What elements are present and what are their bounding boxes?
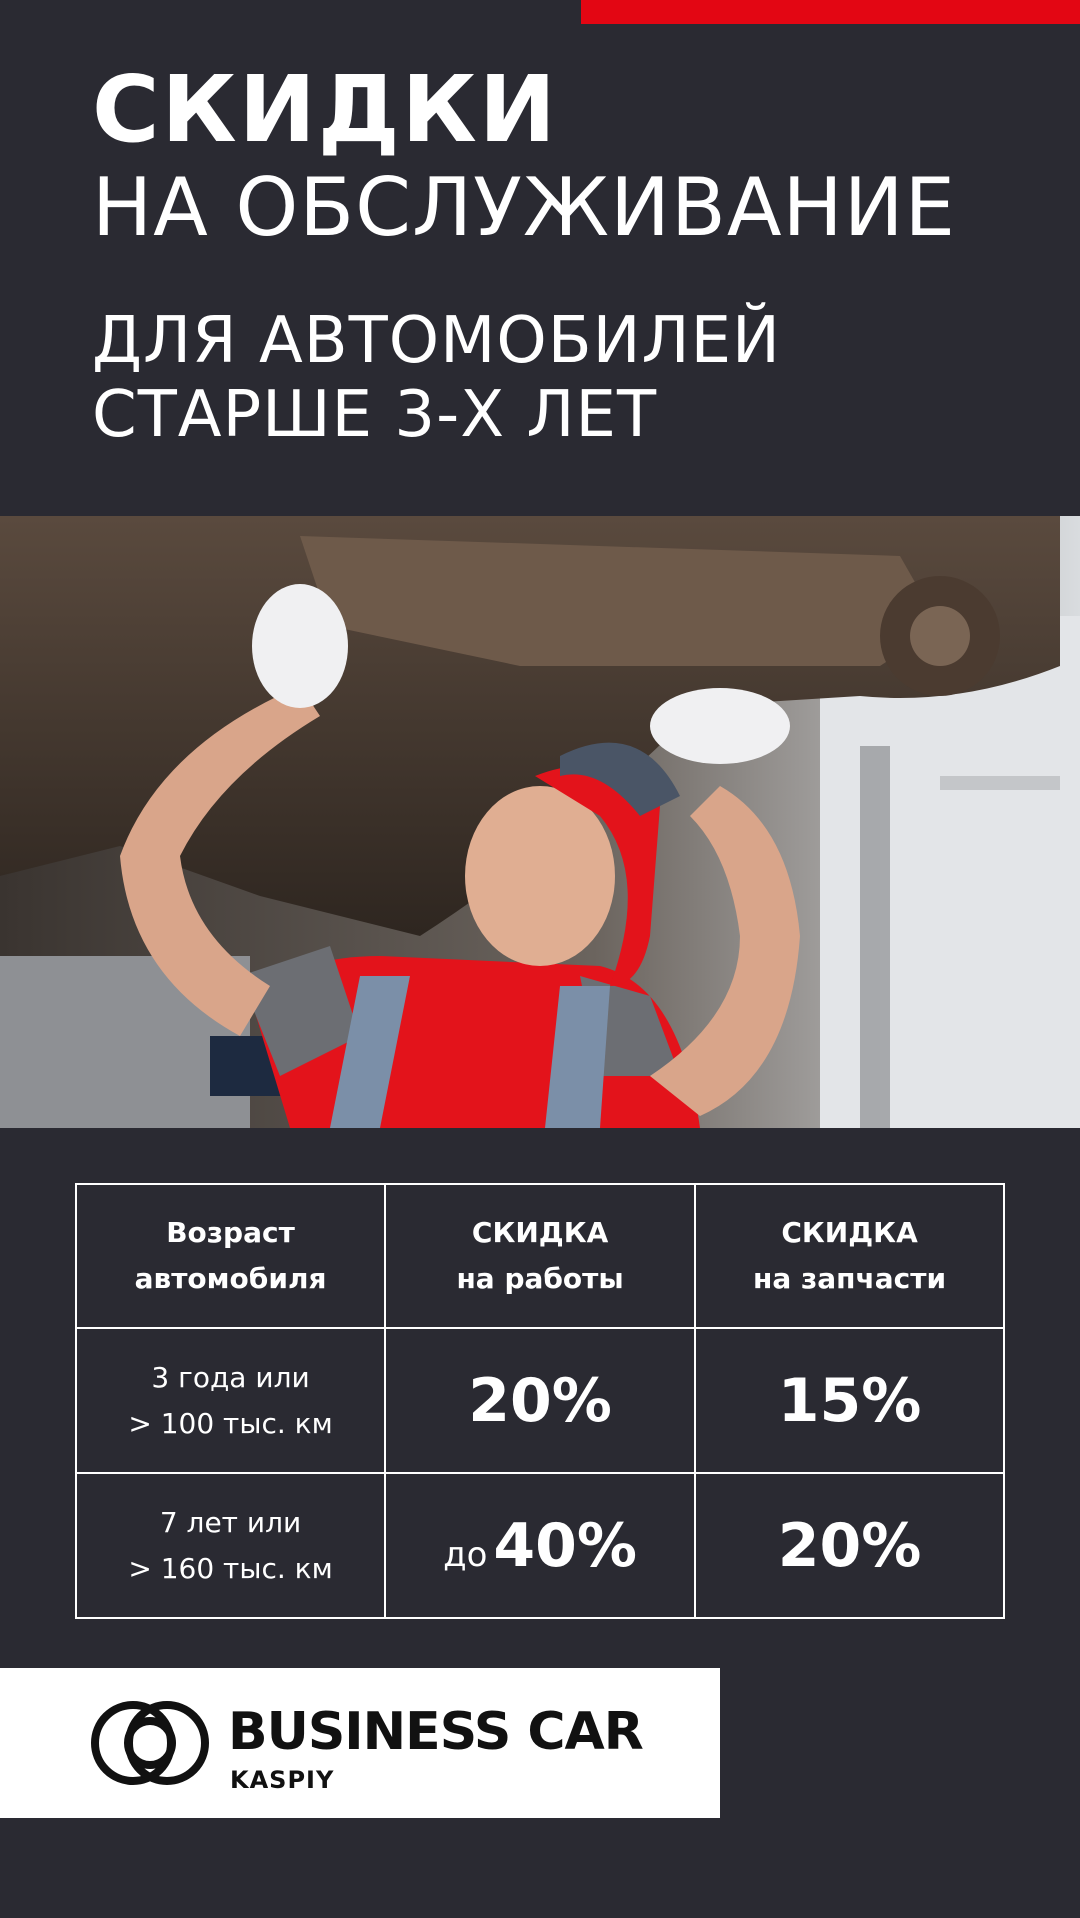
mechanic-photo: [0, 516, 1080, 1128]
header-parts-discount: [695, 1184, 1004, 1328]
header-work-line-2: на работы: [456, 1262, 624, 1295]
headline-line-1: СКИДКИ: [92, 56, 558, 163]
row-1-parts-value: 15%: [777, 1365, 922, 1436]
headline-line-2: НА ОБСЛУЖИВАНИЕ: [92, 161, 957, 254]
row-1-age-line-1: 3 года или: [151, 1360, 310, 1394]
table-header-row: [76, 1184, 1004, 1328]
row-1-parts: [695, 1328, 1004, 1473]
table-row: [76, 1328, 1004, 1473]
row-2-age-line-1: 7 лет или: [159, 1505, 302, 1539]
row-2-parts: [695, 1473, 1004, 1618]
header-age: [76, 1184, 385, 1328]
row-2-work-prefix: до: [443, 1534, 488, 1575]
header-age-line-2: автомобиля: [134, 1262, 327, 1295]
three-rings-icon: [88, 1698, 212, 1788]
headline: [92, 56, 957, 452]
row-1-work: [385, 1328, 695, 1473]
table-row: [76, 1473, 1004, 1618]
row-2-age: [76, 1473, 385, 1618]
row-1-age: [76, 1328, 385, 1473]
discount-table: [75, 1183, 1005, 1619]
header-work-discount: [385, 1184, 695, 1328]
brand-name: BUSINESS CAR: [228, 1702, 643, 1762]
row-2-age-line-2: > 160 тыс. км: [128, 1551, 333, 1585]
logo-panel: [0, 1668, 720, 1818]
header-work-line-1: СКИДКА: [471, 1216, 609, 1249]
row-2-parts-value: 20%: [777, 1510, 922, 1581]
row-2-work-value: 40%: [493, 1510, 638, 1581]
header-age-line-1: Возраст: [166, 1216, 295, 1249]
row-2-work: [385, 1473, 695, 1618]
row-1-work-value: 20%: [468, 1365, 612, 1436]
row-1-age-line-2: > 100 тыс. км: [128, 1406, 333, 1440]
header-parts-line-2: на запчасти: [753, 1262, 947, 1295]
brand-sub: KASPIY: [230, 1766, 335, 1794]
headline-line-3: ДЛЯ АВТОМОБИЛЕЙ: [92, 304, 781, 378]
header-parts-line-1: СКИДКА: [781, 1216, 918, 1249]
headline-line-4: СТАРШЕ 3-Х ЛЕТ: [92, 378, 658, 452]
red-accent-bar: [581, 0, 1080, 24]
